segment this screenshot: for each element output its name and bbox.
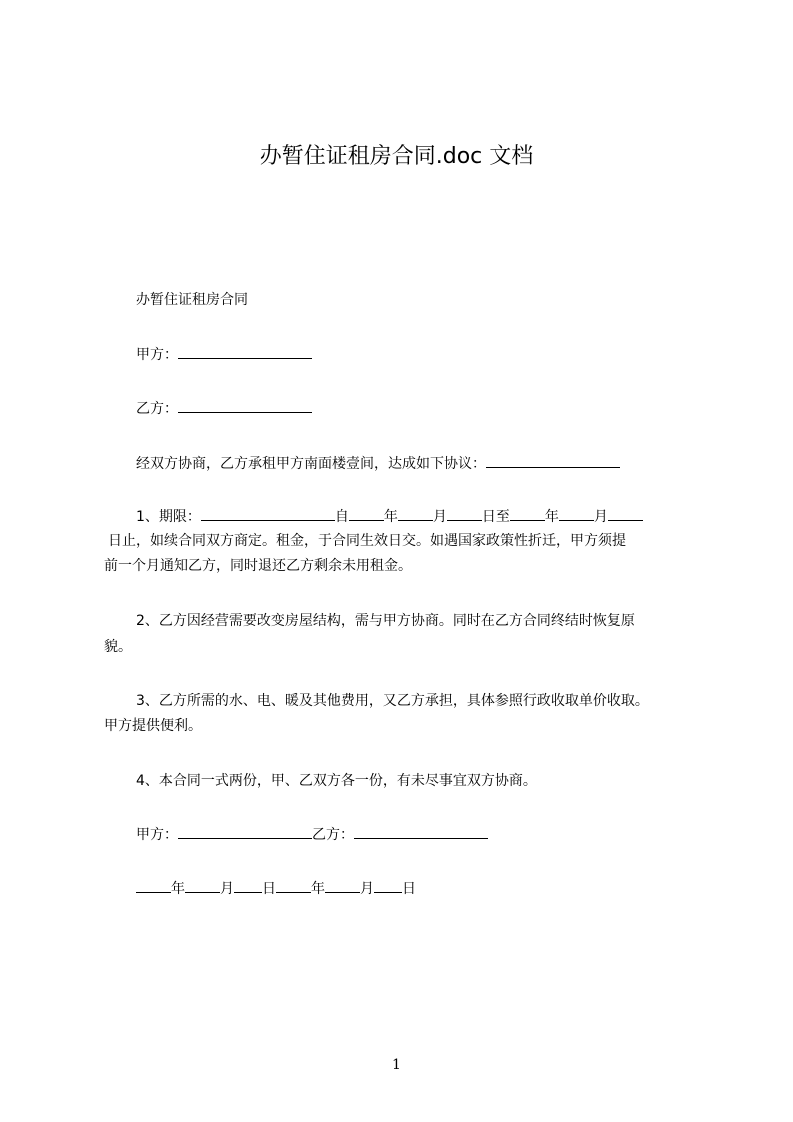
date-b-day: 日	[402, 881, 416, 897]
party-b-label: 乙方：	[136, 401, 178, 417]
start-month-blank	[398, 506, 433, 521]
clause1-day-to: 日至	[481, 509, 510, 525]
clause2-line1: 2、乙方因经营需要改变房屋结构，需与甲方协商。同时在乙方合同终结时恢复原	[136, 613, 635, 629]
clause4: 4、本合同一式两份，甲、乙双方各一份，有未尽事宜双方协商。	[136, 773, 537, 789]
clause1-line3: 前一个月通知乙方，同时退还乙方剩余未用租金。	[104, 558, 412, 574]
signature-party-a-blank	[178, 824, 312, 839]
date-b-year: 年	[311, 881, 325, 897]
clause1-year-1: 年	[383, 509, 398, 525]
date-b-year-blank	[276, 878, 311, 893]
party-a-line	[136, 343, 312, 367]
signature-line	[136, 823, 488, 847]
date-line	[136, 877, 416, 901]
clause1-month-2: 月	[593, 509, 608, 525]
contract-heading: 办暂住证租房合同	[136, 292, 248, 308]
end-day-blank	[608, 506, 643, 521]
start-day-blank	[447, 506, 482, 521]
party-a-label: 甲方：	[136, 347, 178, 363]
signature-party-a-label: 甲方：	[136, 827, 178, 843]
date-a-day: 日	[262, 881, 276, 897]
clause1-from: 自	[334, 509, 349, 525]
end-month-blank	[559, 506, 594, 521]
date-a-month-blank	[185, 878, 220, 893]
clause2-line2: 貌。	[104, 639, 132, 655]
end-year-blank	[510, 506, 545, 521]
clause1-prefix: 1、期限：	[136, 509, 201, 525]
party-b-blank	[178, 398, 312, 413]
date-a-month: 月	[220, 881, 234, 897]
date-a-year: 年	[171, 881, 185, 897]
date-b-day-blank	[374, 878, 402, 893]
clause3-line1: 3、乙方所需的水、电、暖及其他费用，又乙方承担，具体参照行政收取单价收取。	[136, 693, 649, 709]
term-blank	[201, 506, 335, 521]
party-a-blank	[178, 344, 312, 359]
page-number: 1	[392, 1057, 401, 1073]
clause1-line2: 日止，如续合同双方商定。租金，于合同生效日交。如遇国家政策性折迁，甲方须提	[108, 533, 626, 549]
document-title: 办暂住证租房合同.doc 文档	[259, 144, 534, 169]
agreement-intro-text: 经双方协商，乙方承租甲方南面楼壹间，达成如下协议：	[136, 456, 486, 472]
clause1-line1	[136, 505, 643, 529]
date-b-month-blank	[325, 878, 360, 893]
clause3-line2: 甲方提供便利。	[104, 718, 202, 734]
date-a-year-blank	[136, 878, 171, 893]
date-a-day-blank	[234, 878, 262, 893]
signature-party-b-label: 乙方：	[312, 827, 354, 843]
clause1-month-1: 月	[432, 509, 447, 525]
clause1-year-2: 年	[544, 509, 559, 525]
signature-party-b-blank	[354, 824, 488, 839]
date-b-month: 月	[360, 881, 374, 897]
agreement-intro	[136, 452, 620, 476]
agreement-blank	[486, 453, 620, 468]
start-year-blank	[349, 506, 384, 521]
party-b-line	[136, 397, 312, 421]
